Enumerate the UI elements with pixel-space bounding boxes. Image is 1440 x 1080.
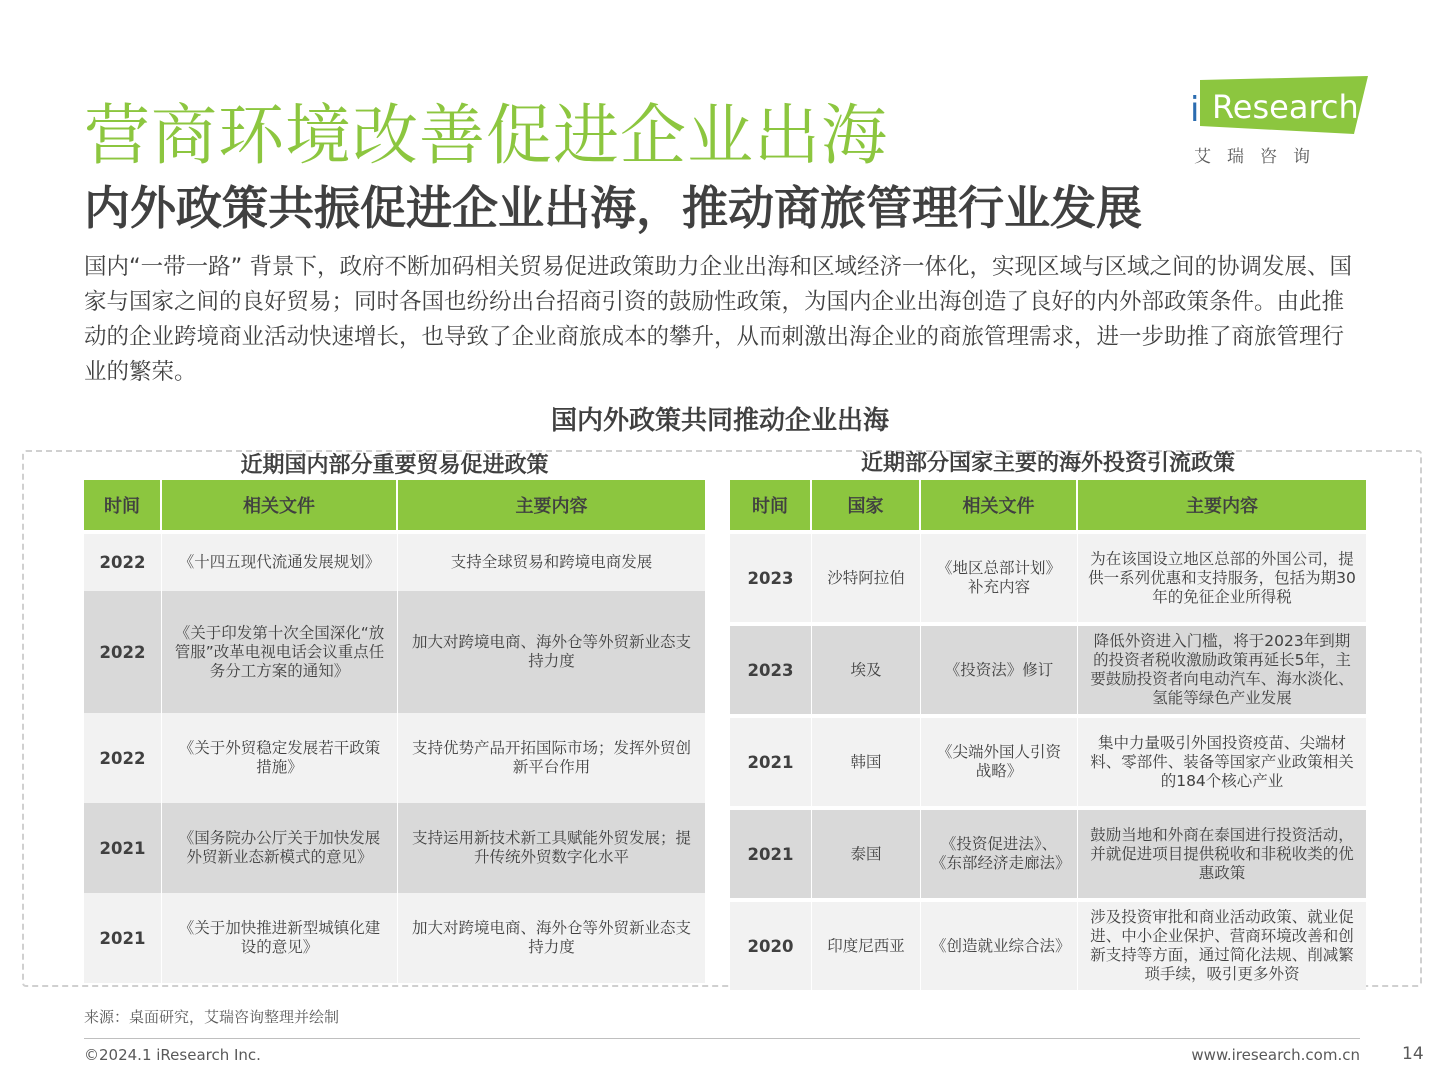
cell-document: 《国务院办公厅关于加快发展外贸新业态新模式的意见》 — [162, 803, 398, 893]
cell-year: 2021 — [730, 810, 812, 898]
cell-content: 加大对跨境电商、海外仓等外贸新业态支持力度 — [398, 893, 705, 983]
logo-chinese-name: 艾瑞咨询 — [1194, 147, 1326, 167]
cell-country: 泰国 — [812, 810, 921, 898]
overseas-policy-table — [730, 480, 1366, 990]
left-table-title: 近期国内部分重要贸易促进政策 — [240, 453, 549, 478]
table-row — [84, 893, 705, 983]
header-time: 时间 — [84, 480, 162, 530]
cell-year: 2023 — [730, 534, 812, 622]
cell-year: 2022 — [84, 534, 162, 591]
cell-year: 2023 — [730, 626, 812, 714]
cell-year: 2022 — [84, 591, 162, 713]
logo-i: i — [1190, 90, 1200, 130]
cell-year: 2021 — [84, 893, 162, 983]
domestic-policy-table — [84, 480, 705, 983]
page-title: 营商环境改善促进企业出海 — [84, 97, 888, 174]
cell-content: 涉及投资审批和商业活动政策、就业促进、中小企业保护、营商环境改善和创新支持等方面，通过简化法规、削减繁琐手续，吸引更多外资 — [1078, 902, 1366, 990]
cell-country: 埃及 — [812, 626, 921, 714]
cell-document: 《尖端外国人引资战略》 — [921, 718, 1078, 806]
cell-document: 《地区总部计划》补充内容 — [921, 534, 1078, 622]
table-row — [730, 810, 1366, 898]
logo-wordmark: Research — [1212, 88, 1359, 126]
cell-content: 支持运用新技术新工具赋能外贸发展；提升传统外贸数字化水平 — [398, 803, 705, 893]
intro-paragraph: 国内“一带一路” 背景下，政府不断加码相关贸易促进政策助力企业出海和区域经济一体化，实现区域与区域之间的协调发展、国家与国家之间的良好贸易；同时各国也纷纷出台招商引资的鼓励性政策，为国内企业出海创造了良好的内外部政策条件。由此推动的企业跨境商业活动快速增长，也导致了企业商旅成本的攀升，从而刺激出海企业的商旅管理需求，进一步助推了商旅管理行业的繁荣。 — [84, 254, 1352, 385]
header-time: 时间 — [730, 480, 812, 530]
table-row — [730, 534, 1366, 622]
page-number: 14 — [1402, 1044, 1424, 1064]
cell-document: 《十四五现代流通发展规划》 — [162, 534, 398, 591]
cell-country: 韩国 — [812, 718, 921, 806]
table-row — [730, 902, 1366, 990]
page-subtitle: 内外政策共振促进企业出海，推动商旅管理行业发展 — [84, 181, 1142, 235]
iresearch-logo — [1190, 76, 1368, 166]
copyright: ©2024.1 iResearch Inc. — [84, 1046, 261, 1064]
cell-document: 《关于加快推进新型城镇化建设的意见》 — [162, 893, 398, 983]
cell-content: 集中力量吸引外国投资疫苗、尖端材料、零部件、装备等国家产业政策相关的184个核心产业 — [1078, 718, 1366, 806]
table-row — [730, 626, 1366, 714]
cell-document: 《投资法》修订 — [921, 626, 1078, 714]
section-title: 国内外政策共同推动企业出海 — [550, 406, 889, 436]
source-note: 来源：桌面研究，艾瑞咨询整理并绘制 — [84, 1008, 340, 1026]
cell-content: 为在该国设立地区总部的外国公司，提供一系列优惠和支持服务，包括为期30年的免征企业所得税 — [1078, 534, 1366, 622]
table-row — [730, 718, 1366, 806]
header-country: 国家 — [812, 480, 921, 530]
right-table-title: 近期部分国家主要的海外投资引流政策 — [860, 451, 1235, 476]
table-row — [84, 803, 705, 893]
cell-year: 2021 — [84, 803, 162, 893]
cell-document: 《创造就业综合法》 — [921, 902, 1078, 990]
cell-content: 降低外资进入门槛，将于2023年到期的投资者税收激励政策再延长5年，主要鼓励投资者向电动汽车、海水淡化、氢能等绿色产业发展 — [1078, 626, 1366, 714]
cell-country: 沙特阿拉伯 — [812, 534, 921, 622]
website-link[interactable]: www.iresearch.com.cn — [1191, 1046, 1360, 1064]
cell-country: 印度尼西亚 — [812, 902, 921, 990]
cell-content: 鼓励当地和外商在泰国进行投资活动，并就促进项目提供税收和非税收类的优惠政策 — [1078, 810, 1366, 898]
table-row — [84, 591, 705, 713]
cell-year: 2020 — [730, 902, 812, 990]
cell-document: 《关于外贸稳定发展若干政策措施》 — [162, 713, 398, 803]
table-row — [84, 534, 705, 591]
cell-content: 支持全球贸易和跨境电商发展 — [398, 534, 705, 591]
footer-divider — [84, 1038, 1360, 1039]
cell-year: 2022 — [84, 713, 162, 803]
header-content: 主要内容 — [398, 480, 705, 530]
cell-document: 《关于印发第十次全国深化“放管服”改革电视电话会议重点任务分工方案的通知》 — [162, 591, 398, 713]
cell-content: 加大对跨境电商、海外仓等外贸新业态支持力度 — [398, 591, 705, 713]
cell-year: 2021 — [730, 718, 812, 806]
table-row — [84, 713, 705, 803]
cell-document: 《投资促进法》、《东部经济走廊法》 — [921, 810, 1078, 898]
header-content: 主要内容 — [1078, 480, 1366, 530]
header-document: 相关文件 — [921, 480, 1078, 530]
cell-content: 支持优势产品开拓国际市场；发挥外贸创新平台作用 — [398, 713, 705, 803]
header-document: 相关文件 — [162, 480, 398, 530]
